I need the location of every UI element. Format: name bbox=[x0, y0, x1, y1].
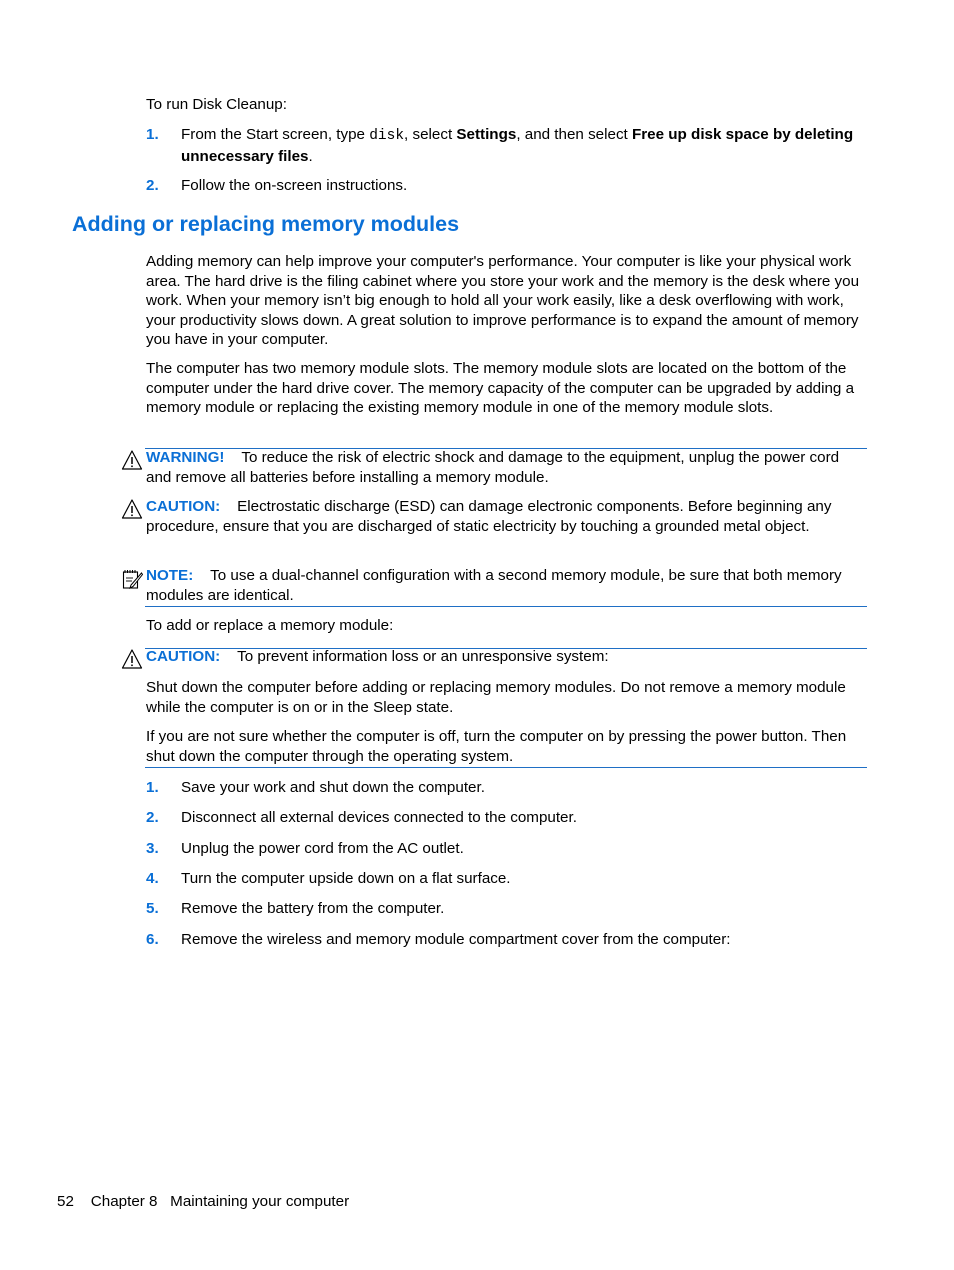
step-number: 2. bbox=[146, 809, 159, 826]
step-text: From the Start screen, type bbox=[181, 126, 370, 143]
free-up-disk-term: Free up disk space by deleting unnecessary files bbox=[181, 126, 854, 165]
caution-notice-2 bbox=[146, 647, 862, 667]
step-text: , and then select bbox=[516, 126, 632, 143]
caution-bottom-rule bbox=[145, 767, 867, 768]
caution-label: CAUTION: bbox=[146, 498, 221, 515]
step-number: 3. bbox=[146, 840, 159, 857]
warning-text: To reduce the risk of electric shock and damage to the equipment, unplug the power cord and remove all batteries before installing a memory module. bbox=[146, 449, 840, 486]
step-number: 1. bbox=[146, 126, 159, 143]
note-pad-icon bbox=[121, 568, 143, 590]
warning-label: WARNING! bbox=[146, 449, 225, 466]
warning-notice bbox=[146, 448, 862, 487]
warning-triangle-icon bbox=[121, 449, 143, 471]
disk-cleanup-step-1 bbox=[181, 125, 861, 166]
caution-notice bbox=[146, 497, 862, 536]
page-number: 52 bbox=[57, 1193, 74, 1210]
step-number: 2. bbox=[146, 177, 159, 194]
caution-text: Electrostatic discharge (ESD) can damage electronic components. Before beginning any procedure, ensure that you are discharged of static electricity by touching a grounded metal object. bbox=[146, 498, 832, 535]
step-6-text: Remove the wireless and memory module compartment cover from the computer: bbox=[181, 931, 731, 948]
step-number: 1. bbox=[146, 779, 159, 796]
footer-chapter: Chapter 8 bbox=[90, 1193, 158, 1210]
page-footer bbox=[57, 1192, 349, 1212]
caution-triangle-icon bbox=[121, 498, 143, 520]
step-number: 5. bbox=[146, 900, 159, 917]
settings-term: Settings bbox=[456, 126, 517, 143]
step-text: . bbox=[308, 147, 313, 165]
caution-label: CAUTION: bbox=[146, 648, 221, 665]
add-intro: To add or replace a memory module: bbox=[146, 617, 394, 634]
step-4-text: Turn the computer upside down on a flat surface. bbox=[181, 870, 511, 887]
section-paragraph-1: Adding memory can help improve your computer's performance. Your computer is like your physical work area. The hard drive is the filing cabinet where you store your work and the memory is the desk where you work. When your memory isn’t big enough to hold all your work easily, like a desk overflowing with work, your productivity slows down. A great solution to improve performance is to expand the amount of memory you have in your computer. bbox=[146, 253, 860, 348]
admonition-bottom-rule bbox=[145, 606, 867, 607]
step-3-text: Unplug the power cord from the AC outlet. bbox=[181, 840, 464, 857]
section-paragraph-2: The computer has two memory module slots. The memory module slots are located on the bottom of the computer under the hard drive cover. The memory capacity of the computer can be upgraded by adding a memory module or replacing the existing memory module in one of the memory module slots. bbox=[146, 360, 855, 416]
caution-paragraph-1: Shut down the computer before adding or replacing memory modules. Do not remove a memory module while the computer is on or in the Sleep state. bbox=[146, 679, 846, 716]
step-number: 6. bbox=[146, 931, 159, 948]
step-1-text: Save your work and shut down the computer. bbox=[181, 779, 485, 796]
note-text: To use a dual-channel configuration with a second memory module, be sure that both memory modules are identical. bbox=[146, 567, 842, 604]
caution-paragraph-2: If you are not sure whether the computer is off, turn the computer on by pressing the power button. Then shut down the computer through the operating system. bbox=[146, 728, 847, 765]
step-number: 4. bbox=[146, 870, 159, 887]
note-label: NOTE: bbox=[146, 567, 194, 584]
disk-cleanup-intro: To run Disk Cleanup: bbox=[146, 96, 287, 113]
step-text: , select bbox=[404, 126, 457, 143]
caution-text: To prevent information loss or an unresponsive system: bbox=[237, 648, 609, 665]
footer-chapter-title: Maintaining your computer bbox=[170, 1193, 350, 1210]
disk-cleanup-step-2: Follow the on-screen instructions. bbox=[181, 177, 408, 194]
section-title: Adding or replacing memory modules bbox=[72, 212, 460, 236]
note-notice bbox=[146, 566, 862, 605]
step-2-text: Disconnect all external devices connected to the computer. bbox=[181, 809, 577, 826]
step-5-text: Remove the battery from the computer. bbox=[181, 900, 445, 917]
code-disk: disk bbox=[369, 128, 405, 144]
caution-triangle-icon bbox=[121, 648, 143, 670]
